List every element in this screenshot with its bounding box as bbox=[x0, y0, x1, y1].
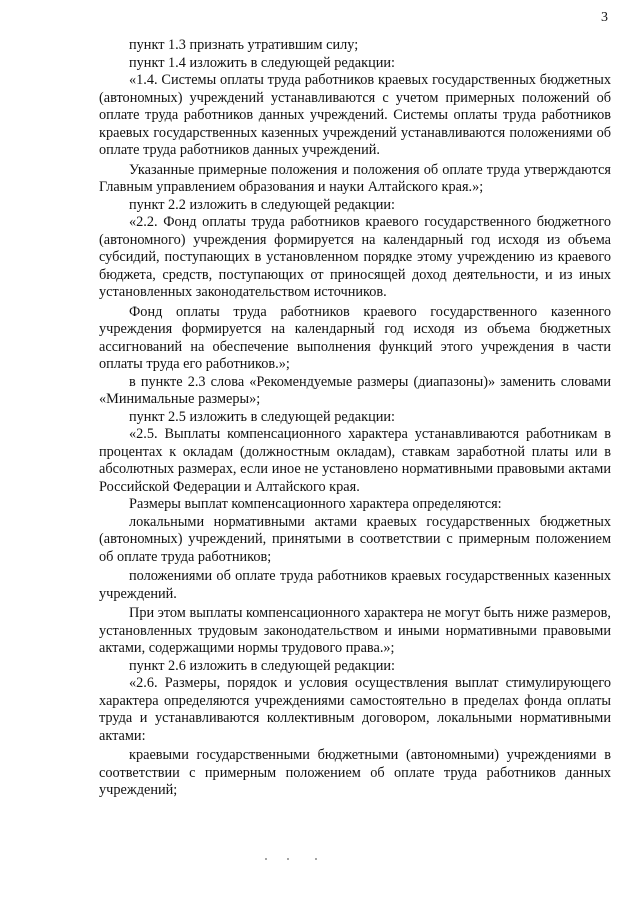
paragraph-7: Фонд оплаты труда работников краевого государственного казенного учреждения формируется на календарный год исходя из объема бюджетных ассигнований на обеспечение выполнения функций этого учреждения в части оплаты труда его работников.»; bbox=[99, 303, 611, 372]
paragraph-14: При этом выплаты компенсационного характера не могут быть ниже размеров, установленных трудовым законодательством и иными нормативными правовыми актами, содержащими нормы трудового права.»; bbox=[99, 605, 611, 656]
paragraph-15: пункт 2.6 изложить в следующей редакции: bbox=[129, 657, 396, 674]
paragraph-4: Указанные примерные положения и положения об оплате труда утверждаются Главным управлением образования и науки Алтайского края.»; bbox=[99, 161, 611, 195]
paragraph-13: положениями об оплате труда работников краевых государственных казенных учреждений. bbox=[99, 568, 611, 602]
paragraph-5: пункт 2.2 изложить в следующей редакции: bbox=[129, 196, 396, 213]
paragraph-6: «2.2. Фонд оплаты труда работников краевого государственного бюджетного (автономного) учреждения формируется на календарный год исходя из объема субсидий, поступающих в установленном порядке этому учреждению из краевого бюджета, средств, поступающих от приносящей доход деятельности, и из иных установленных законодательством источников. bbox=[99, 214, 611, 300]
scan-specks bbox=[265, 858, 325, 862]
paragraph-12: локальными нормативными актами краевых государственных бюджетных (автономных) учреждений, принятыми в соответствии с примерным положением об оплате труда работников; bbox=[99, 513, 611, 565]
paragraph-9: пункт 2.5 изложить в следующей редакции: bbox=[129, 408, 396, 425]
paragraph-8: в пункте 2.3 слова «Рекомендуемые размеры (диапазоны)» заменить словами «Минимальные размеры»; bbox=[99, 373, 611, 407]
paragraph-17: краевыми государственными бюджетными (автономными) учреждениями в соответствии с примерным положением об оплате труда работников данных учреждений; bbox=[99, 747, 611, 798]
paragraph-10: «2.5. Выплаты компенсационного характера устанавливаются работникам в процентах к окладам (должностным окладам), ставкам заработной платы или в абсолютных размерах, если иное не установлено нормативными правовыми актами Российской Федерации и Алтайского края. bbox=[99, 426, 611, 495]
paragraph-2: пункт 1.4 изложить в следующей редакции: bbox=[129, 54, 396, 71]
document-body bbox=[99, 37, 611, 800]
page-number: 3 bbox=[601, 10, 608, 25]
paragraph-1: пункт 1.3 признать утратившим силу; bbox=[129, 37, 359, 53]
paragraph-16: «2.6. Размеры, порядок и условия осуществления выплат стимулирующего характера определяются учреждениями самостоятельно в пределах фонда оплаты труда и устанавливаются коллективным договором, локальными нормативными актами: bbox=[99, 675, 611, 744]
paragraph-3: «1.4. Системы оплаты труда работников краевых государственных бюджетных (автономных) учреждений устанавливаются с учетом примерных положений об оплате труда работников данных учреждений. Системы оплаты труда работников краевых государственных казенных учреждений устанавливаются положениями об оплате труда работников данных учреждений. bbox=[99, 72, 611, 158]
paragraph-11: Размеры выплат компенсационного характера определяются: bbox=[129, 496, 502, 512]
